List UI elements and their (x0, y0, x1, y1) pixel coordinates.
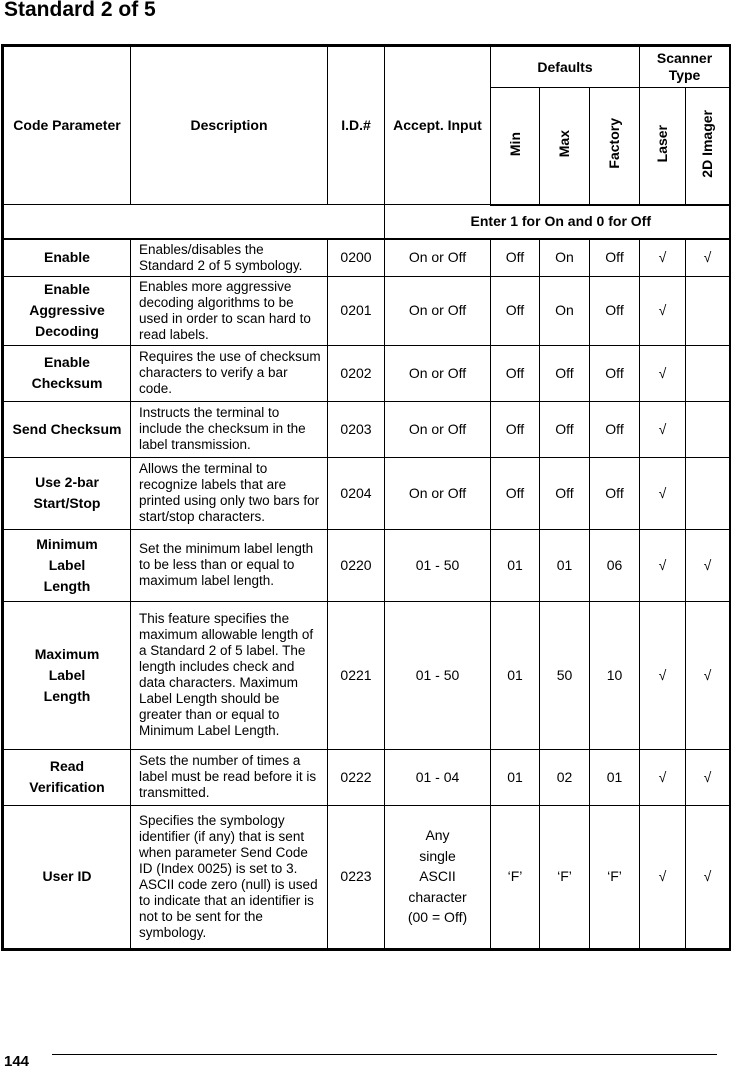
imager-check-cell: √ (686, 239, 731, 277)
header-code-parameter: Code Parameter (3, 46, 131, 205)
imager-check-cell (686, 401, 731, 457)
min-cell: Off (491, 457, 540, 529)
description-cell: Enables more aggressive decoding algorithms to be used in order to scan hard to read labels. (131, 276, 328, 345)
accept-input-cell: On or Off (385, 401, 491, 457)
max-cell: On (540, 276, 590, 345)
code-parameter-cell: Enable Checksum (3, 345, 131, 401)
imager-check-cell: √ (686, 601, 731, 749)
table-row (3, 239, 731, 277)
id-cell: 0203 (328, 401, 385, 457)
code-parameter-cell: User ID (3, 805, 131, 949)
header-min: Min (491, 88, 540, 205)
description-cell: Allows the terminal to recognize labels that are printed using only two bars for start/stop characters. (131, 457, 328, 529)
header-accept-input: Accept. Input (385, 46, 491, 205)
code-parameter-cell: Minimum Label Length (3, 529, 131, 601)
id-cell: 0202 (328, 345, 385, 401)
min-cell: 01 (491, 749, 540, 805)
factory-cell: Off (590, 239, 640, 277)
id-cell: 0204 (328, 457, 385, 529)
laser-check-cell: √ (640, 601, 686, 749)
id-cell: 0220 (328, 529, 385, 601)
accept-input-cell: On or Off (385, 345, 491, 401)
description-cell: Enables/disables the Standard 2 of 5 symbology. (131, 239, 328, 277)
accept-input-cell: On or Off (385, 457, 491, 529)
footer-rule (52, 1054, 717, 1055)
min-cell: 01 (491, 529, 540, 601)
table-body (3, 205, 731, 950)
code-parameter-cell: Send Checksum (3, 401, 131, 457)
min-cell: Off (491, 239, 540, 277)
imager-check-cell (686, 345, 731, 401)
band-note: Enter 1 for On and 0 for Off (385, 205, 731, 239)
factory-cell: 10 (590, 601, 640, 749)
accept-input-cell: Any single ASCII character (00 = Off) (385, 805, 491, 949)
max-cell: 01 (540, 529, 590, 601)
table-row (3, 601, 731, 749)
laser-check-cell: √ (640, 239, 686, 277)
id-cell: 0200 (328, 239, 385, 277)
accept-input-cell: 01 - 50 (385, 601, 491, 749)
accept-input-cell: On or Off (385, 276, 491, 345)
table-row (3, 529, 731, 601)
laser-check-cell: √ (640, 276, 686, 345)
header-id: I.D.# (328, 46, 385, 205)
header-2d-imager: 2D Imager (686, 88, 731, 205)
table-row (3, 401, 731, 457)
description-cell: Requires the use of checksum characters to verify a bar code. (131, 345, 328, 401)
laser-check-cell: √ (640, 529, 686, 601)
accept-input-cell: 01 - 50 (385, 529, 491, 601)
min-cell: Off (491, 345, 540, 401)
imager-check-cell (686, 276, 731, 345)
max-cell: 50 (540, 601, 590, 749)
imager-check-cell: √ (686, 529, 731, 601)
max-cell: ‘F’ (540, 805, 590, 949)
max-cell: Off (540, 401, 590, 457)
factory-cell: 01 (590, 749, 640, 805)
header-max: Max (540, 88, 590, 205)
code-parameter-cell: Maximum Label Length (3, 601, 131, 749)
min-cell: ‘F’ (491, 805, 540, 949)
id-cell: 0221 (328, 601, 385, 749)
code-parameter-cell: Use 2-bar Start/Stop (3, 457, 131, 529)
factory-cell: ‘F’ (590, 805, 640, 949)
max-cell: Off (540, 345, 590, 401)
id-cell: 0222 (328, 749, 385, 805)
laser-check-cell: √ (640, 805, 686, 949)
page-title: Standard 2 of 5 (4, 0, 156, 21)
code-parameter-cell: Read Verification (3, 749, 131, 805)
min-cell: Off (491, 401, 540, 457)
factory-cell: Off (590, 276, 640, 345)
header-factory: Factory (590, 88, 640, 205)
table-row (3, 749, 731, 805)
id-cell: 0223 (328, 805, 385, 949)
table-row (3, 345, 731, 401)
imager-check-cell (686, 457, 731, 529)
laser-check-cell: √ (640, 749, 686, 805)
page-number: 144 (4, 1053, 30, 1070)
min-cell: Off (491, 276, 540, 345)
description-cell: This feature specifies the maximum allowable length of a Standard 2 of 5 label. The length includes check and data characters. Maximum Label Length should be greater than or equal to Minimum Label Length. (131, 601, 328, 749)
laser-check-cell: √ (640, 401, 686, 457)
band-spacer (3, 205, 385, 239)
code-parameter-cell: Enable (3, 239, 131, 277)
header-scanner-type: Scanner Type (640, 46, 731, 88)
description-cell: Set the minimum label length to be less than or equal to maximum label length. (131, 529, 328, 601)
max-cell: Off (540, 457, 590, 529)
factory-cell: 06 (590, 529, 640, 601)
laser-check-cell: √ (640, 345, 686, 401)
max-cell: On (540, 239, 590, 277)
table-row (3, 457, 731, 529)
table-row (3, 805, 731, 949)
id-cell: 0201 (328, 276, 385, 345)
accept-input-cell: 01 - 04 (385, 749, 491, 805)
min-cell: 01 (491, 601, 540, 749)
header-defaults: Defaults (491, 46, 640, 88)
accept-input-cell: On or Off (385, 239, 491, 277)
factory-cell: Off (590, 345, 640, 401)
max-cell: 02 (540, 749, 590, 805)
parameter-table (1, 44, 731, 951)
description-cell: Instructs the terminal to include the checksum in the label transmission. (131, 401, 328, 457)
description-cell: Sets the number of times a label must be read before it is transmitted. (131, 749, 328, 805)
imager-check-cell: √ (686, 749, 731, 805)
factory-cell: Off (590, 457, 640, 529)
code-parameter-cell: Enable Aggressive Decoding (3, 276, 131, 345)
table-row (3, 276, 731, 345)
header-description: Description (131, 46, 328, 205)
factory-cell: Off (590, 401, 640, 457)
header-laser: Laser (640, 88, 686, 205)
imager-check-cell: √ (686, 805, 731, 949)
laser-check-cell: √ (640, 457, 686, 529)
description-cell: Specifies the symbology identifier (if any) that is sent when parameter Send Code ID (Index 0025) is set to 3. ASCII code zero (null) is used to indicate that an identifier is not to be sent for the symbology. (131, 805, 328, 949)
